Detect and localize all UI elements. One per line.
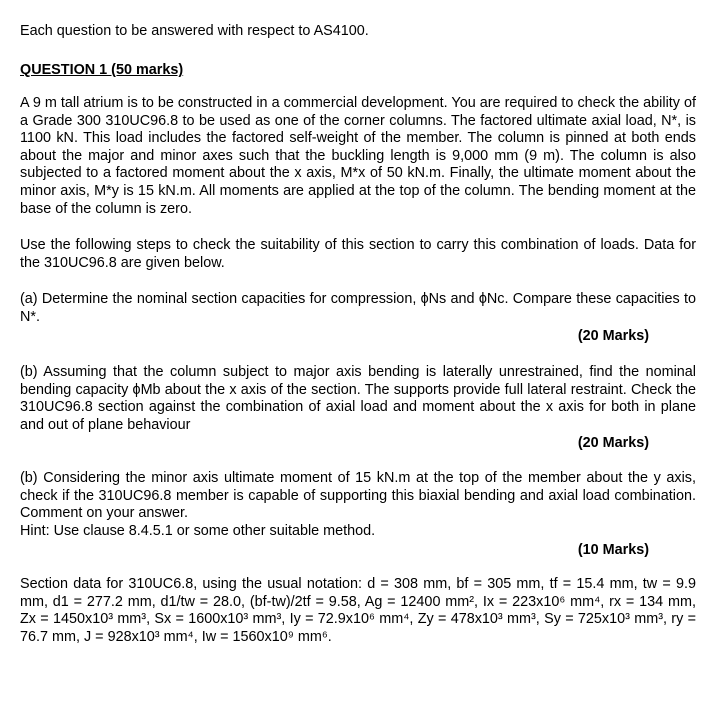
question-title: QUESTION 1 (50 marks): [20, 62, 184, 78]
section-data-text: Section data for 310UC6.8, using the usual notation: d = 308 mm, bf = 305 mm, tf = 15.4 mm, tw = 9.9 mm, d1 = 277.2 mm, d1/tw = 28.0, (bf-tw)/2tf = 9.58, Ag = 12400 mm², Ix = 223x10⁶ mm⁴, rx = 134 mm, Zx = 1450x10³ mm³, Sx = 1600x10³ mm³, Iy = 72.9x10⁶ mm⁴, Zy = 478x10³ mm³, Sy = 725x10³ mm³, ry = 76.7 mm, J = 928x10³ mm⁴, Iw = 1560x10⁹ mm⁶.: [20, 576, 696, 645]
hint-text: Hint: Use clause 8.4.5.1 or some other suitable method.: [20, 523, 376, 539]
part-a-text: (a) Determine the nominal section capacities for compression, ϕNs and ϕNc. Compare these capacities to N*.: [20, 291, 696, 325]
question-paragraph-2: Use the following steps to check the suitability of this section to carry this combination of loads. Data for the 310UC96.8 are given below.: [20, 237, 696, 271]
intro-text: Each question to be answered with respect to AS4100.: [20, 23, 369, 39]
part-a-marks: (20 Marks): [577, 328, 649, 344]
part-b2-marks: (10 Marks): [577, 542, 649, 558]
part-b1-marks: (20 Marks): [577, 435, 649, 451]
part-b1-text: (b) Assuming that the column subject to major axis bending is laterally unrestrained, find the nominal bending capacity ϕMb about the x axis of the section. The supports provide full lateral restraint. Check the 310UC96.8 section against the combination of axial load and moment about the x axis for both in plane and out of plane behaviour: [20, 364, 696, 433]
part-b2-text: (b) Considering the minor axis ultimate moment of 15 kN.m at the top of the member about the y axis, check if the 310UC96.8 member is capable of supporting this biaxial bending and axial load combination. Comment on your answer.: [20, 470, 696, 522]
question-paragraph-1: A 9 m tall atrium is to be constructed in a commercial development. You are required to check the ability of a Grade 300 310UC96.8 to be used as one of the corner columns. The factored ultimate axial load, N*, is 1100 kN. This load includes the factored self-weight of the member. The column is pinned at both ends about the major and minor axes such that the buckling length is 9,000 mm (9 m). The column is also subjected to a factored moment about the x axis, M*x of 50 kN.m. Finally, the ultimate moment about the minor axis, M*y is 15 kN.m. All moments are applied at the top of the column. The bending moment at the base of the column is zero.: [20, 95, 696, 217]
